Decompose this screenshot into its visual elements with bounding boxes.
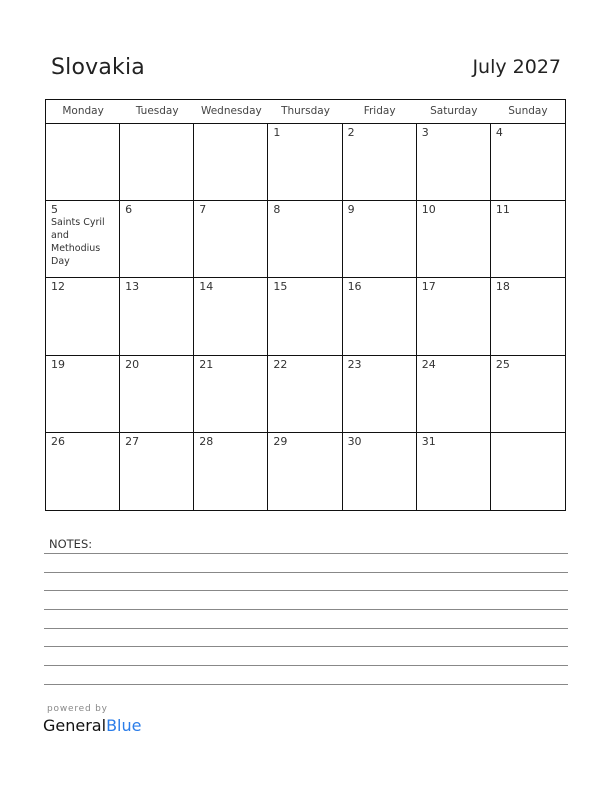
day-number: 20 (125, 357, 140, 371)
notes-line (44, 628, 568, 629)
weekday-tuesday: Tuesday (135, 105, 179, 117)
day-number: 22 (273, 357, 288, 371)
notes-line (44, 553, 568, 554)
weekday-monday: Monday (62, 105, 104, 117)
notes-line (44, 572, 568, 573)
weekday-wednesday: Wednesday (200, 105, 262, 117)
day-number: 21 (199, 357, 214, 371)
day-number: 17 (421, 280, 436, 294)
day-number: 7 (199, 203, 207, 217)
day-number: 26 (51, 434, 65, 448)
weekday-saturday: Saturday (430, 105, 478, 117)
day-number: 31 (421, 434, 436, 448)
day-number: 4 (495, 126, 503, 139)
day-cell (194, 433, 268, 510)
notes-label: NOTES: (49, 537, 93, 551)
weekday-thursday: Thursday (281, 105, 330, 117)
day-cell (120, 433, 194, 510)
notes-line (44, 609, 568, 610)
day-number: 28 (199, 434, 214, 448)
day-cell (491, 356, 565, 433)
day-cell (46, 278, 120, 355)
day-number: 8 (273, 203, 281, 217)
day-number: 11 (495, 203, 510, 217)
weekday-friday: Friday (363, 105, 396, 117)
day-number: 9 (347, 203, 355, 217)
day-number: 16 (347, 280, 362, 294)
day-number: 18 (495, 280, 510, 294)
day-cell (268, 124, 342, 201)
brand-blue: Blue (106, 716, 142, 735)
day-cell (268, 433, 342, 510)
day-cell (268, 201, 342, 278)
day-cell (343, 201, 417, 278)
day-cell (268, 356, 342, 433)
day-cell (46, 124, 120, 201)
calendar-grid (45, 99, 566, 511)
day-cell (491, 278, 565, 355)
day-cells (46, 124, 565, 510)
day-cell (343, 433, 417, 510)
day-number: 15 (273, 280, 288, 294)
day-number: 29 (273, 434, 288, 448)
day-cell (120, 201, 194, 278)
weekday-sunday: Sunday (508, 105, 548, 117)
day-cell (194, 201, 268, 278)
day-number: 27 (125, 434, 140, 448)
month-year-title: July 2027 (472, 56, 561, 78)
day-number: 19 (51, 357, 65, 371)
day-cell (46, 201, 120, 278)
day-number: 13 (125, 280, 140, 294)
day-cell (417, 433, 491, 510)
powered-by-text: powered by (47, 704, 108, 714)
day-number: 12 (51, 280, 65, 294)
day-number: 23 (347, 357, 362, 371)
day-number: 6 (125, 203, 133, 217)
day-cell (194, 278, 268, 355)
day-cell (417, 124, 491, 201)
day-cell (194, 356, 268, 433)
brand-general: General (43, 716, 107, 735)
day-cell (343, 356, 417, 433)
day-number: 3 (421, 126, 429, 139)
notes-line (44, 684, 568, 685)
day-cell (46, 433, 120, 510)
day-cell (120, 124, 194, 201)
day-cell (46, 356, 120, 433)
holiday-label: Saints Cyril and Methodius Day (51, 217, 105, 268)
day-cell (491, 433, 565, 510)
day-cell (120, 278, 194, 355)
day-cell (417, 356, 491, 433)
day-cell (343, 278, 417, 355)
day-number: 30 (347, 434, 362, 448)
notes-line (44, 646, 568, 647)
day-number: 5 (51, 203, 58, 217)
day-cell (417, 278, 491, 355)
weekday-header-row (46, 100, 565, 124)
day-number: 1 (273, 126, 281, 139)
notes-line (44, 590, 568, 591)
day-number: 24 (421, 357, 436, 371)
day-number: 25 (495, 357, 510, 371)
day-cell (268, 278, 342, 355)
day-number: 14 (199, 280, 214, 294)
day-cell (120, 356, 194, 433)
notes-line (44, 665, 568, 666)
day-cell (343, 124, 417, 201)
day-cell (417, 201, 491, 278)
day-number: 10 (421, 203, 436, 217)
day-cell (194, 124, 268, 201)
country-title: Slovakia (51, 55, 145, 80)
day-cell (491, 201, 565, 278)
day-cell (491, 124, 565, 201)
day-number: 2 (347, 126, 355, 139)
generalblue-logo (43, 716, 141, 735)
